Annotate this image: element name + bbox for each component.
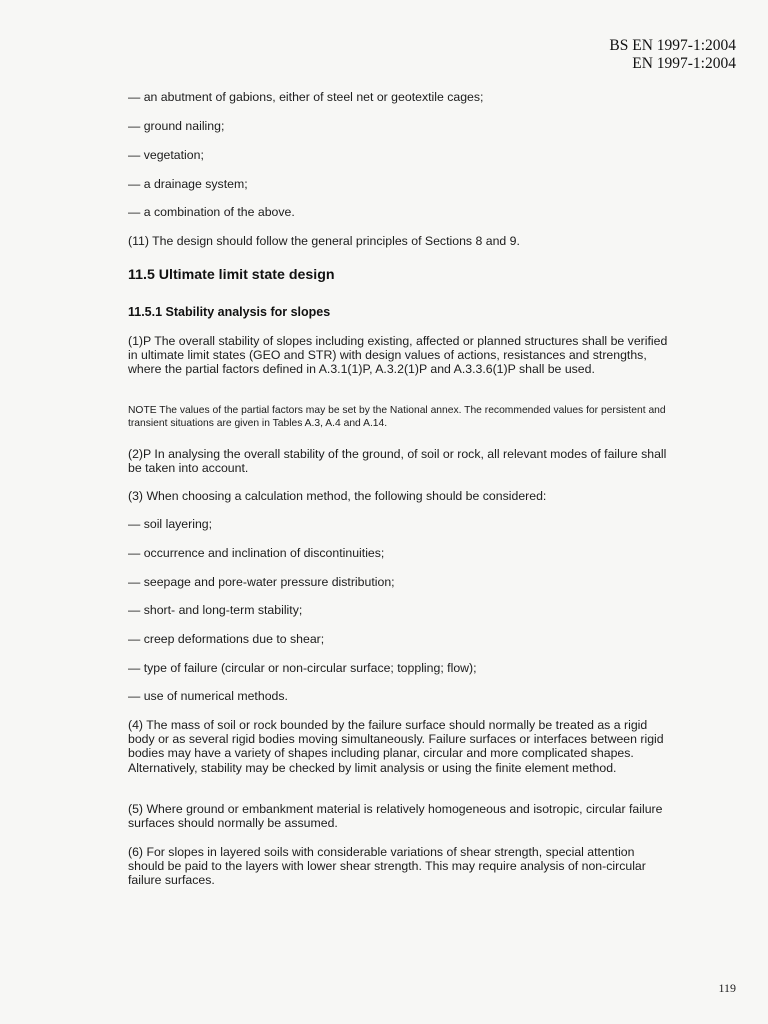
list-item: — a combination of the above. (128, 205, 295, 219)
list-item: — short- and long-term stability; (128, 603, 303, 617)
paragraph-3: (3) When choosing a calculation method, the following should be considered: (128, 489, 547, 503)
note: NOTE The values of the partial factors may be set by the National annex. The recommended values for persistent and transient situations are given in Tables A.3, A.4 and A.14. (128, 405, 666, 429)
standard-reference-header (609, 37, 736, 73)
list-item: — soil layering; (128, 517, 213, 531)
standard-reference-bs: BS EN 1997-1:2004 (609, 37, 736, 54)
list-item: — occurrence and inclination of discontinuities; (128, 546, 385, 560)
paragraph-6: (6) For slopes in layered soils with considerable variations of shear strength, special attention should be paid to the layers with lower shear strength. This may require analysis of non-circular failure surfaces. (128, 845, 646, 888)
standard-reference-en: EN 1997-1:2004 (632, 55, 736, 72)
paragraph-2p: (2)P In analysing the overall stability of the ground, of soil or rock, all relevant modes of failure shall be taken into account. (128, 447, 667, 476)
list-item: — vegetation; (128, 148, 204, 162)
section-heading: 11.5 Ultimate limit state design (128, 267, 335, 283)
list-item: — ground nailing; (128, 119, 225, 133)
list-item: — type of failure (circular or non-circular surface; toppling; flow); (128, 661, 477, 675)
paragraph-1p: (1)P The overall stability of slopes including existing, affected or planned structures shall be verified in ultimate limit states (GEO and STR) with design values of actions, resistances and strengths, where the partial factors defined in A.3.1(1)P, A.3.2(1)P and A.3.3.6(1)P shall be used. (128, 334, 668, 377)
list-item: — an abutment of gabions, either of steel net or geotextile cages; (128, 90, 484, 104)
list-item: — seepage and pore-water pressure distribution; (128, 575, 395, 589)
list-item: — creep deformations due to shear; (128, 632, 325, 646)
paragraph-11: (11) The design should follow the general principles of Sections 8 and 9. (128, 234, 520, 248)
page-number: 119 (718, 981, 736, 995)
list-item: — a drainage system; (128, 177, 248, 191)
list-item: — use of numerical methods. (128, 689, 288, 703)
paragraph-5: (5) Where ground or embankment material is relatively homogeneous and isotropic, circular failure surfaces should normally be assumed. (128, 802, 663, 831)
paragraph-4: (4) The mass of soil or rock bounded by the failure surface should normally be treated as a rigid body or as several rigid bodies moving simultaneously. Failure surfaces or interfaces between rigid bodies may have a variety of shapes including planar, circular and more complicated shapes. Alternatively, stability may be checked by limit analysis or using the finite element method. (128, 718, 664, 775)
subsection-heading: 11.5.1 Stability analysis for slopes (128, 305, 331, 319)
